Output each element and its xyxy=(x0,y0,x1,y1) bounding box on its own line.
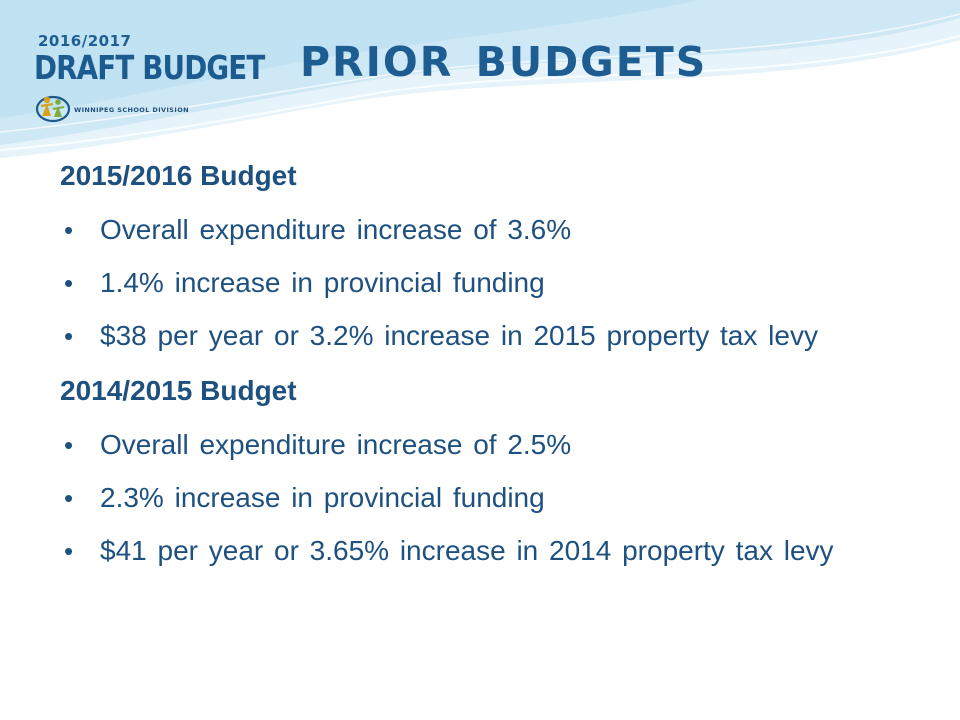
list-item: • $41 per year or 3.65% increase in 2014 property tax levy xyxy=(64,535,834,566)
bullet-icon: • xyxy=(64,483,74,513)
logo-year: 2016/2017 xyxy=(38,32,132,50)
bullet-icon: • xyxy=(64,215,74,245)
logo-organization: WINNIPEG SCHOOL DIVISION xyxy=(74,106,189,114)
slide-title: PRIOR BUDGETS xyxy=(300,38,708,86)
bullet-list xyxy=(60,428,930,568)
list-item: • 2.3% increase in provincial funding xyxy=(64,482,545,513)
bullet-icon: • xyxy=(64,430,74,460)
logo-title: DRAFT BUDGET xyxy=(34,48,265,87)
section-2014-2015 xyxy=(60,373,930,568)
list-item: • 1.4% increase in provincial funding xyxy=(64,267,545,298)
bullet-icon: • xyxy=(64,268,74,298)
draft-budget-logo xyxy=(34,32,274,132)
section-heading: 2015/2016 Budget xyxy=(60,160,297,191)
bullet-list xyxy=(60,213,930,353)
slide-body xyxy=(60,158,930,568)
bullet-icon: • xyxy=(64,536,74,566)
bullet-icon: • xyxy=(64,321,74,351)
list-item: • Overall expenditure increase of 2.5% xyxy=(64,429,572,460)
school-division-emblem-icon xyxy=(34,92,74,124)
list-item: • Overall expenditure increase of 3.6% xyxy=(64,214,572,245)
list-item: • $38 per year or 3.2% increase in 2015 property tax levy xyxy=(64,320,818,351)
section-2015-2016 xyxy=(60,158,930,353)
section-heading: 2014/2015 Budget xyxy=(60,375,297,406)
